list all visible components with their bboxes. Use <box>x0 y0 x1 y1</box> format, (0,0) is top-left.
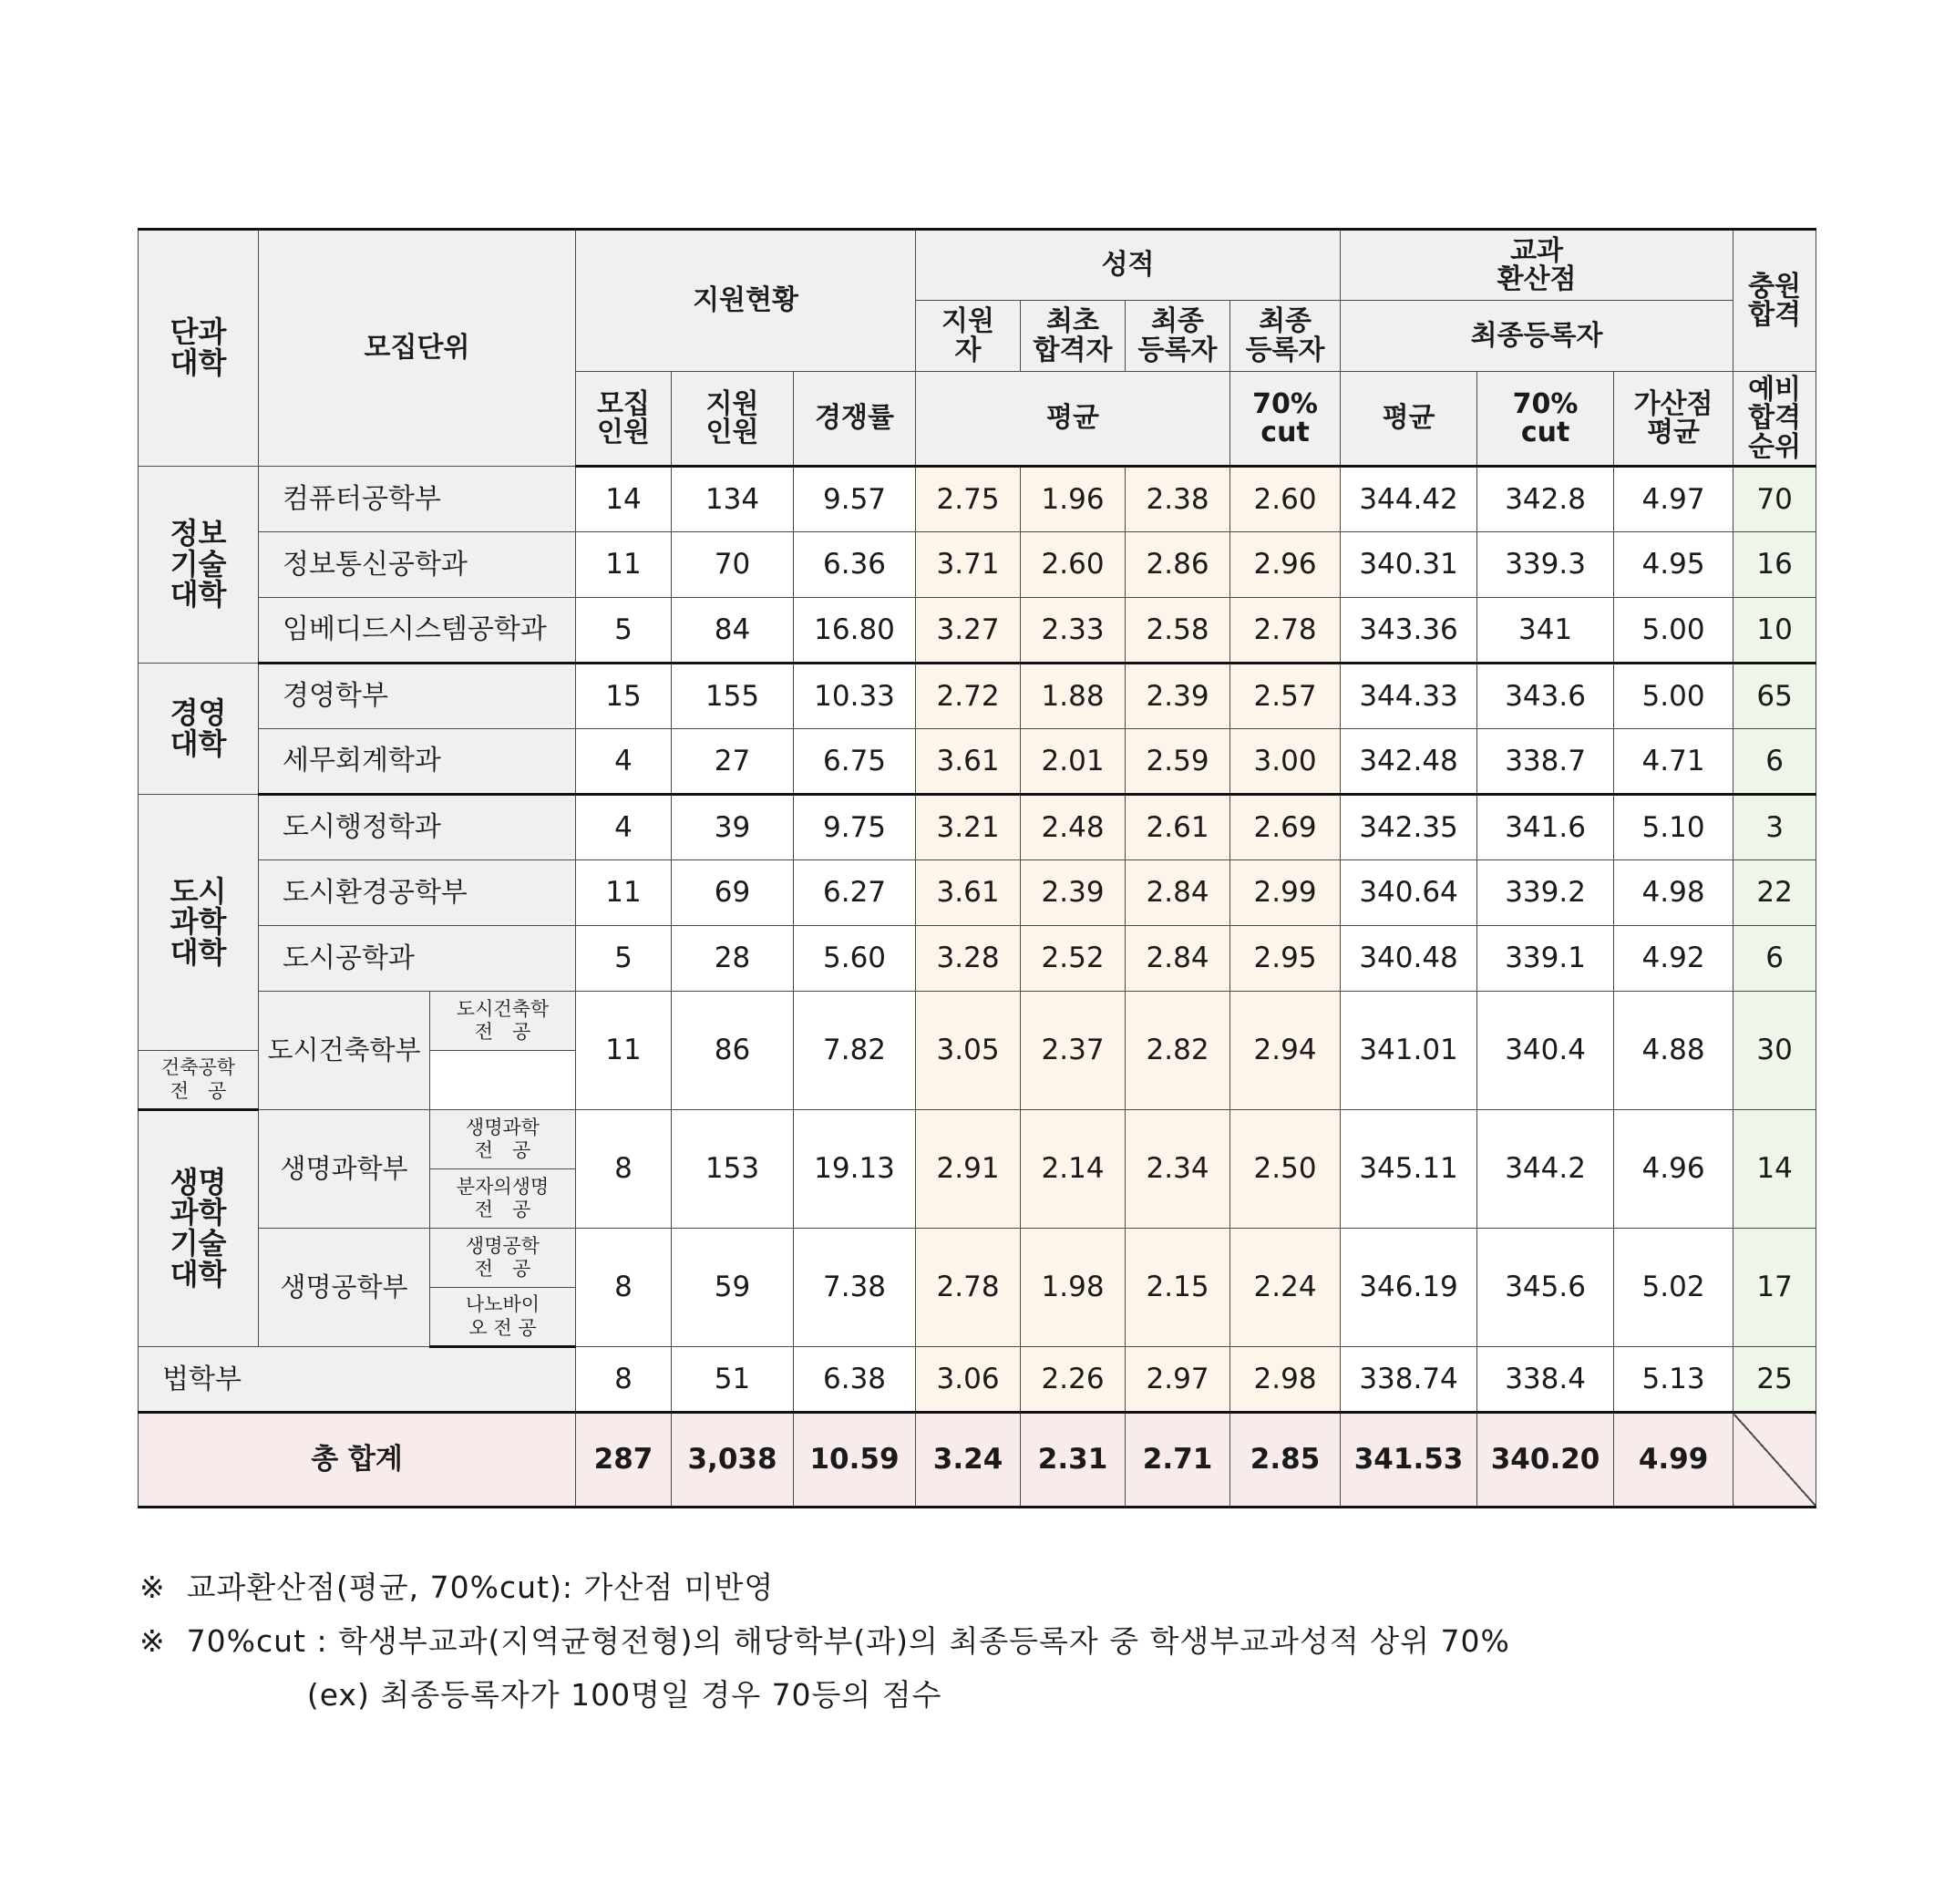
table-cell: 2.98 <box>1230 1347 1341 1413</box>
table-cell: 22 <box>1733 860 1816 926</box>
table-cell: 11 <box>576 860 672 926</box>
table-cell: 6.36 <box>794 532 916 598</box>
table-cell: 28 <box>672 926 794 992</box>
table-cell: 70 <box>672 532 794 598</box>
table-cell: 2.39 <box>1021 860 1126 926</box>
table-cell: 17 <box>1733 1229 1816 1347</box>
total-bonus: 4.99 <box>1614 1413 1733 1508</box>
header-grade-applicant: 지원 자 <box>916 301 1021 372</box>
table-cell: 344.2 <box>1477 1110 1614 1229</box>
major-name: 도시건축학 전 공 <box>430 992 576 1051</box>
table-cell: 25 <box>1733 1347 1816 1413</box>
header-grade-first-pass: 최초 합격자 <box>1021 301 1126 372</box>
unit-name: 도시환경공학부 <box>259 860 576 926</box>
table-cell: 1.88 <box>1021 664 1126 729</box>
table-cell: 4 <box>576 795 672 860</box>
table-cell: 2.75 <box>916 467 1021 532</box>
table-cell: 2.86 <box>1126 532 1230 598</box>
table-cell: 11 <box>576 532 672 598</box>
table-cell: 340.4 <box>1477 992 1614 1110</box>
header-applicants: 지원 인원 <box>672 372 794 467</box>
table-cell: 342.8 <box>1477 467 1614 532</box>
major-name: 건축공학 전 공 <box>139 1051 259 1110</box>
table-row <box>139 467 1816 532</box>
table-cell: 2.14 <box>1021 1110 1126 1229</box>
table-cell: 342.48 <box>1341 729 1477 795</box>
table-cell: 65 <box>1733 664 1816 729</box>
table-cell: 19.13 <box>794 1110 916 1229</box>
total-ratio: 10.59 <box>794 1413 916 1508</box>
table-cell: 4.97 <box>1614 467 1733 532</box>
table-cell: 344.33 <box>1341 664 1477 729</box>
table-cell: 2.57 <box>1230 664 1341 729</box>
total-s_avg: 341.53 <box>1341 1413 1477 1508</box>
total-g_final: 2.71 <box>1126 1413 1230 1508</box>
table-cell: 2.15 <box>1126 1229 1230 1347</box>
table-cell: 4.96 <box>1614 1110 1733 1229</box>
table-cell: 2.95 <box>1230 926 1341 992</box>
table-cell: 2.72 <box>916 664 1021 729</box>
table-row <box>139 992 1816 1051</box>
major-name: 생명공학 전 공 <box>430 1229 576 1288</box>
unit-name: 법학부 <box>139 1347 576 1413</box>
table-cell: 4.71 <box>1614 729 1733 795</box>
table-cell: 2.91 <box>916 1110 1021 1229</box>
total-s_cut: 340.20 <box>1477 1413 1614 1508</box>
table-cell: 2.26 <box>1021 1347 1126 1413</box>
table-cell: 8 <box>576 1347 672 1413</box>
table-cell: 1.96 <box>1021 467 1126 532</box>
table-cell: 2.69 <box>1230 795 1341 860</box>
unit-name: 경영학부 <box>259 664 576 729</box>
unit-name: 세무회계학과 <box>259 729 576 795</box>
table-row <box>139 1229 1816 1288</box>
total-applicants: 3,038 <box>672 1413 794 1508</box>
table-cell: 9.57 <box>794 467 916 532</box>
table-cell: 3.28 <box>916 926 1021 992</box>
table-row <box>139 860 1816 926</box>
table-cell: 2.99 <box>1230 860 1341 926</box>
table-cell: 346.19 <box>1341 1229 1477 1347</box>
college-name: 도시 과학 대학 <box>139 795 259 1051</box>
table-row <box>139 532 1816 598</box>
table-cell: 16.80 <box>794 598 916 664</box>
table-cell: 8 <box>576 1110 672 1229</box>
table-cell: 2.82 <box>1126 992 1230 1110</box>
unit-name: 도시건축학부 <box>259 992 430 1110</box>
table-cell: 2.97 <box>1126 1347 1230 1413</box>
footnotes <box>139 1560 1510 1722</box>
header-apply-status: 지원현황 <box>576 230 916 372</box>
unit-name: 생명과학부 <box>259 1110 430 1229</box>
table-cell: 59 <box>672 1229 794 1347</box>
table-cell: 2.94 <box>1230 992 1341 1110</box>
header-final-registrant: 최종등록자 <box>1341 301 1733 372</box>
table-cell: 7.82 <box>794 992 916 1110</box>
table-cell: 3.27 <box>916 598 1021 664</box>
table-cell: 4 <box>576 729 672 795</box>
header-waitlist-rank: 예비 합격 순위 <box>1733 372 1816 467</box>
unit-name: 생명공학부 <box>259 1229 430 1347</box>
table-cell: 345.6 <box>1477 1229 1614 1347</box>
table-cell: 2.84 <box>1126 926 1230 992</box>
table-cell: 5.60 <box>794 926 916 992</box>
total-g_cut: 2.85 <box>1230 1413 1341 1508</box>
table-cell: 3 <box>1733 795 1816 860</box>
table-row <box>139 795 1816 860</box>
table-cell: 2.39 <box>1126 664 1230 729</box>
table-cell: 1.98 <box>1021 1229 1126 1347</box>
header-subject-score: 교과 환산점 <box>1341 230 1733 301</box>
table-cell: 86 <box>672 992 794 1110</box>
table-cell: 15 <box>576 664 672 729</box>
table-cell: 345.11 <box>1341 1110 1477 1229</box>
table-cell: 5.02 <box>1614 1229 1733 1347</box>
table-cell: 2.60 <box>1230 467 1341 532</box>
table-cell: 10 <box>1733 598 1816 664</box>
table-cell: 9.75 <box>794 795 916 860</box>
table-cell: 339.2 <box>1477 860 1614 926</box>
table-cell: 3.21 <box>916 795 1021 860</box>
table-cell: 69 <box>672 860 794 926</box>
table-row <box>139 1110 1816 1169</box>
table-cell: 155 <box>672 664 794 729</box>
header-quota: 모집 인원 <box>576 372 672 467</box>
table-cell: 2.01 <box>1021 729 1126 795</box>
table-cell: 4.98 <box>1614 860 1733 926</box>
header-college: 단과 대학 <box>139 230 259 467</box>
table-row <box>139 598 1816 664</box>
unit-name: 임베디드시스템공학과 <box>259 598 576 664</box>
table-cell: 341.6 <box>1477 795 1614 860</box>
table-cell: 2.50 <box>1230 1110 1341 1229</box>
table-cell: 39 <box>672 795 794 860</box>
table-cell: 5.10 <box>1614 795 1733 860</box>
table-cell: 338.7 <box>1477 729 1614 795</box>
table-cell: 10.33 <box>794 664 916 729</box>
table-cell: 4.95 <box>1614 532 1733 598</box>
table-cell: 6.27 <box>794 860 916 926</box>
admission-results-table <box>138 228 1816 1508</box>
header-score-avg: 평균 <box>1341 372 1477 467</box>
table-cell: 3.61 <box>916 860 1021 926</box>
table-cell: 134 <box>672 467 794 532</box>
table-cell: 3.06 <box>916 1347 1021 1413</box>
table-cell: 2.96 <box>1230 532 1341 598</box>
header-score-cut70: 70% cut <box>1477 372 1614 467</box>
table-cell: 5 <box>576 598 672 664</box>
table-cell: 51 <box>672 1347 794 1413</box>
table-cell: 340.31 <box>1341 532 1477 598</box>
table-cell: 70 <box>1733 467 1816 532</box>
table-cell: 338.74 <box>1341 1347 1477 1413</box>
header-ratio: 경쟁률 <box>794 372 916 467</box>
table-cell: 339.3 <box>1477 532 1614 598</box>
table-cell: 16 <box>1733 532 1816 598</box>
major-name: 나노바이 오 전 공 <box>430 1288 576 1347</box>
table-cell: 2.59 <box>1126 729 1230 795</box>
unit-name: 도시행정학과 <box>259 795 576 860</box>
table-cell: 6.38 <box>794 1347 916 1413</box>
table-cell: 3.00 <box>1230 729 1341 795</box>
total-g_first: 2.31 <box>1021 1413 1126 1508</box>
footnote: ※ 교과환산점(평균, 70%cut): 가산점 미반영 <box>139 1570 775 1605</box>
table-cell: 2.84 <box>1126 860 1230 926</box>
table-cell: 14 <box>576 467 672 532</box>
table-cell: 339.1 <box>1477 926 1614 992</box>
footnote: ※ 70%cut : 학생부교과(지역균형전형)의 해당학부(과)의 최종등록자 중 학생부교과성적 상위 70% <box>139 1623 1510 1659</box>
table-cell: 2.78 <box>916 1229 1021 1347</box>
table-cell: 30 <box>1733 992 1816 1110</box>
table-cell: 2.48 <box>1021 795 1126 860</box>
total-quota: 287 <box>576 1413 672 1508</box>
unit-name: 도시공학과 <box>259 926 576 992</box>
total-g_app: 3.24 <box>916 1413 1021 1508</box>
diagonal-cell <box>1733 1413 1816 1508</box>
table-cell: 5.00 <box>1614 598 1733 664</box>
table-row <box>139 1347 1816 1413</box>
table-cell: 84 <box>672 598 794 664</box>
table-cell: 2.24 <box>1230 1229 1341 1347</box>
table-cell: 2.58 <box>1126 598 1230 664</box>
total-label: 총 합계 <box>139 1413 576 1508</box>
table-cell: 2.60 <box>1021 532 1126 598</box>
table-cell: 341.01 <box>1341 992 1477 1110</box>
header-grade-cut70: 70% cut <box>1230 372 1341 467</box>
college-name: 생명 과학 기술 대학 <box>139 1110 259 1347</box>
footnote: (ex) 최종등록자가 100명일 경우 70등의 점수 <box>139 1677 942 1713</box>
table-cell: 27 <box>672 729 794 795</box>
table-cell: 8 <box>576 1229 672 1347</box>
table-cell: 4.92 <box>1614 926 1733 992</box>
unit-name: 컴퓨터공학부 <box>259 467 576 532</box>
table-cell: 2.52 <box>1021 926 1126 992</box>
table-cell: 340.48 <box>1341 926 1477 992</box>
table-cell: 2.78 <box>1230 598 1341 664</box>
table-cell: 2.34 <box>1126 1110 1230 1229</box>
header-extra-pass: 충원 합격 <box>1733 230 1816 372</box>
table-cell: 5.13 <box>1614 1347 1733 1413</box>
table-cell: 344.42 <box>1341 467 1477 532</box>
header-grade-avg: 평균 <box>916 372 1230 467</box>
table-cell: 343.6 <box>1477 664 1614 729</box>
table-cell: 4.88 <box>1614 992 1733 1110</box>
table-cell: 5.00 <box>1614 664 1733 729</box>
table-cell: 2.33 <box>1021 598 1126 664</box>
table-row <box>139 926 1816 992</box>
major-name: 분자의생명 전 공 <box>430 1169 576 1229</box>
table-cell: 2.38 <box>1126 467 1230 532</box>
table-cell: 6.75 <box>794 729 916 795</box>
header-grades: 성적 <box>916 230 1341 301</box>
header-grade-final-reg: 최종 등록자 <box>1126 301 1230 372</box>
table-cell: 14 <box>1733 1110 1816 1229</box>
total-row <box>139 1413 1816 1508</box>
unit-name: 정보통신공학과 <box>259 532 576 598</box>
table-cell: 7.38 <box>794 1229 916 1347</box>
table-cell: 153 <box>672 1110 794 1229</box>
college-name: 경영 대학 <box>139 664 259 795</box>
table-row <box>139 664 1816 729</box>
table-cell: 11 <box>576 992 672 1110</box>
table-row <box>139 729 1816 795</box>
table-cell: 343.36 <box>1341 598 1477 664</box>
table-cell: 2.37 <box>1021 992 1126 1110</box>
table-cell: 340.64 <box>1341 860 1477 926</box>
table-cell: 5 <box>576 926 672 992</box>
table-cell: 342.35 <box>1341 795 1477 860</box>
header-bonus-avg: 가산점 평균 <box>1614 372 1733 467</box>
table-cell: 3.05 <box>916 992 1021 1110</box>
table-cell: 2.61 <box>1126 795 1230 860</box>
table-cell: 6 <box>1733 729 1816 795</box>
college-name: 정보 기술 대학 <box>139 467 259 664</box>
table-cell: 3.61 <box>916 729 1021 795</box>
header-unit: 모집단위 <box>259 230 576 467</box>
table-cell: 338.4 <box>1477 1347 1614 1413</box>
header-row <box>139 230 1816 301</box>
major-name: 생명과학 전 공 <box>430 1110 576 1169</box>
table-cell: 6 <box>1733 926 1816 992</box>
table-cell: 341 <box>1477 598 1614 664</box>
header-grade-final-reg-cut: 최종 등록자 <box>1230 301 1341 372</box>
table-cell: 3.71 <box>916 532 1021 598</box>
